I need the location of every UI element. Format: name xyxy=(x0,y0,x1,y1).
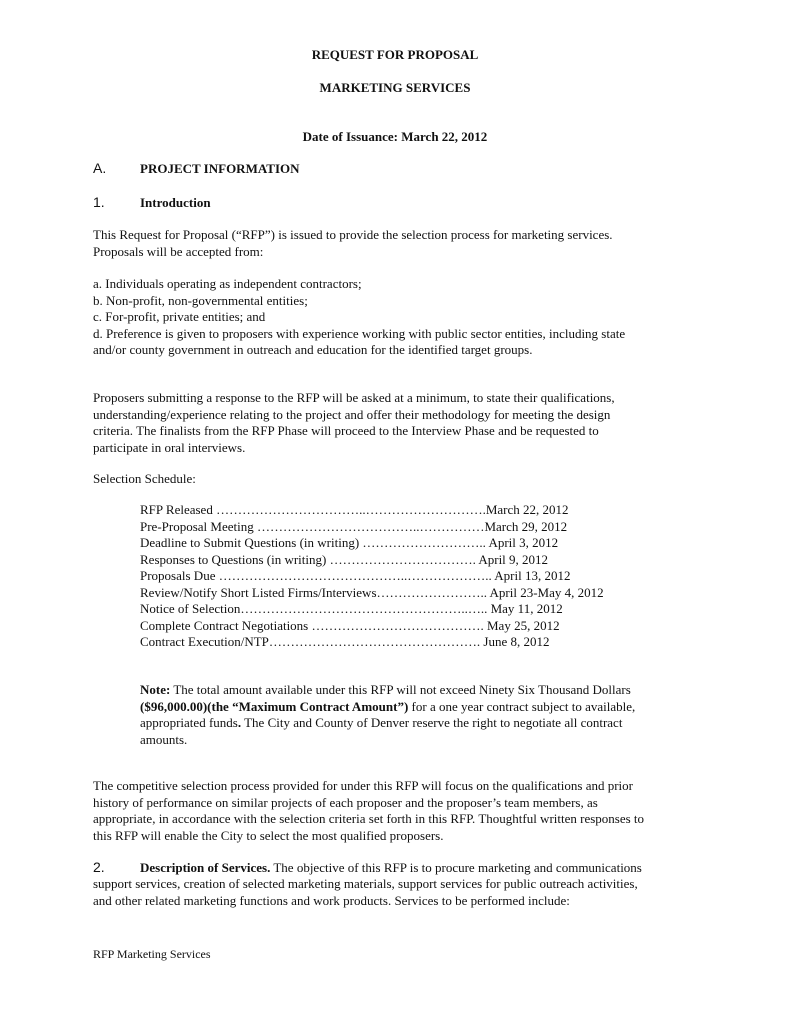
paragraph-line: participate in oral interviews. xyxy=(93,439,246,455)
section-a-title: PROJECT INFORMATION xyxy=(140,161,300,176)
paragraph-line: and other related marketing functions and work products. Services to be performed include: xyxy=(93,892,570,908)
section-2-text: The objective of this RFP is to procure marketing and communications xyxy=(270,860,642,875)
section-2-paragraph xyxy=(93,876,693,909)
section-2-first-line xyxy=(140,860,642,876)
schedule-row: Contract Execution/NTP…………………………………………. June 8, 2012 xyxy=(140,634,550,649)
schedule-row: RFP Released ……………………………..……………………….March 22, 2012 xyxy=(140,502,569,517)
section-1-title: Introduction xyxy=(140,195,211,210)
note-line: amounts. xyxy=(140,731,188,747)
note-line xyxy=(140,715,680,732)
maximum-contract-amount: ($96,000.00)(the “Maximum Contract Amount”) xyxy=(140,698,409,714)
intro-line: This Request for Proposal (“RFP”) is issued to provide the selection process for marketing services. xyxy=(93,227,613,242)
note-line xyxy=(140,699,680,716)
schedule-row: Notice of Selection……………………………………………..….. May 11, 2012 xyxy=(140,601,563,616)
schedule-row: Pre-Proposal Meeting ………………………………..……………March 29, 2012 xyxy=(140,518,568,534)
section-a-number: A. xyxy=(93,160,107,176)
contract-note xyxy=(140,682,680,748)
note-text: The City and County of Denver reserve the right to negotiate all contract xyxy=(241,715,623,730)
page-footer: RFP Marketing Services xyxy=(93,947,211,961)
note-line xyxy=(140,682,680,699)
schedule-row: Deadline to Submit Questions (in writing) ……………………….. April 3, 2012 xyxy=(140,535,559,550)
paragraph-line: history of performance on similar projects of each proposer and the proposer’s team members, as xyxy=(93,794,598,810)
paragraph-line: this RFP will enable the City to select the most qualified proposers. xyxy=(93,827,444,843)
section-2-title: Description of Services. xyxy=(140,860,271,875)
proposers-paragraph xyxy=(93,390,693,456)
schedule-row: Responses to Questions (in writing) ……………………………. April 9, 2012 xyxy=(140,551,549,567)
note-label: Note: xyxy=(140,682,171,697)
schedule-row: Review/Notify Short Listed Firms/Interviews…………………….. April 23-May 4, 2012 xyxy=(140,584,604,600)
list-item: and/or county government in outreach and education for the identified target groups. xyxy=(93,342,533,357)
competitive-paragraph xyxy=(93,778,693,844)
schedule-label: Selection Schedule: xyxy=(93,471,196,486)
paragraph-line: Proposers submitting a response to the RFP will be asked at a minimum, to state their qualifications, xyxy=(93,390,615,405)
selection-schedule xyxy=(140,502,604,651)
list-item: b. Non-profit, non-governmental entities; xyxy=(93,292,308,308)
paragraph-line: The competitive selection process provided for under this RFP will focus on the qualifications and prior xyxy=(93,778,633,793)
paragraph-line: appropriate, in accordance with the selection criteria set forth in this RFP. Thoughtful written responses to xyxy=(93,811,645,826)
schedule-row: Proposals Due ……………………………………..……………….. April 13, 2012 xyxy=(140,568,571,583)
note-period: . xyxy=(237,715,242,730)
intro-line: Proposals will be accepted from: xyxy=(93,243,264,259)
list-item: a. Individuals operating as independent contractors; xyxy=(93,276,362,291)
date-of-issuance: Date of Issuance: March 22, 2012 xyxy=(302,129,488,144)
note-text: for a one year contract subject to available, xyxy=(408,698,636,714)
eligible-list xyxy=(93,276,693,359)
intro-paragraph xyxy=(93,227,693,260)
note-text: The total amount available under this RFP will not exceed Ninety Six Thousand Dollars xyxy=(170,682,631,697)
paragraph-line: understanding/experience relating to the project and offer their methodology for meeting the design xyxy=(93,406,611,422)
note-text: appropriated funds xyxy=(140,715,238,730)
paragraph-line: criteria. The finalists from the RFP Phase will proceed to the Interview Phase and be requested to xyxy=(93,423,599,438)
document-subtitle: MARKETING SERVICES xyxy=(319,80,471,95)
document-title: REQUEST FOR PROPOSAL xyxy=(311,47,479,62)
paragraph-line: support services, creation of selected marketing materials, support services for public outreach activities, xyxy=(93,876,638,891)
section-1-number: 1. xyxy=(93,194,105,210)
section-2-number: 2. xyxy=(93,859,105,875)
list-item: d. Preference is given to proposers with experience working with public sector entities, including state xyxy=(93,325,626,341)
schedule-row: Complete Contract Negotiations …………………………………. May 25, 2012 xyxy=(140,617,560,633)
list-item: c. For-profit, private entities; and xyxy=(93,309,266,324)
